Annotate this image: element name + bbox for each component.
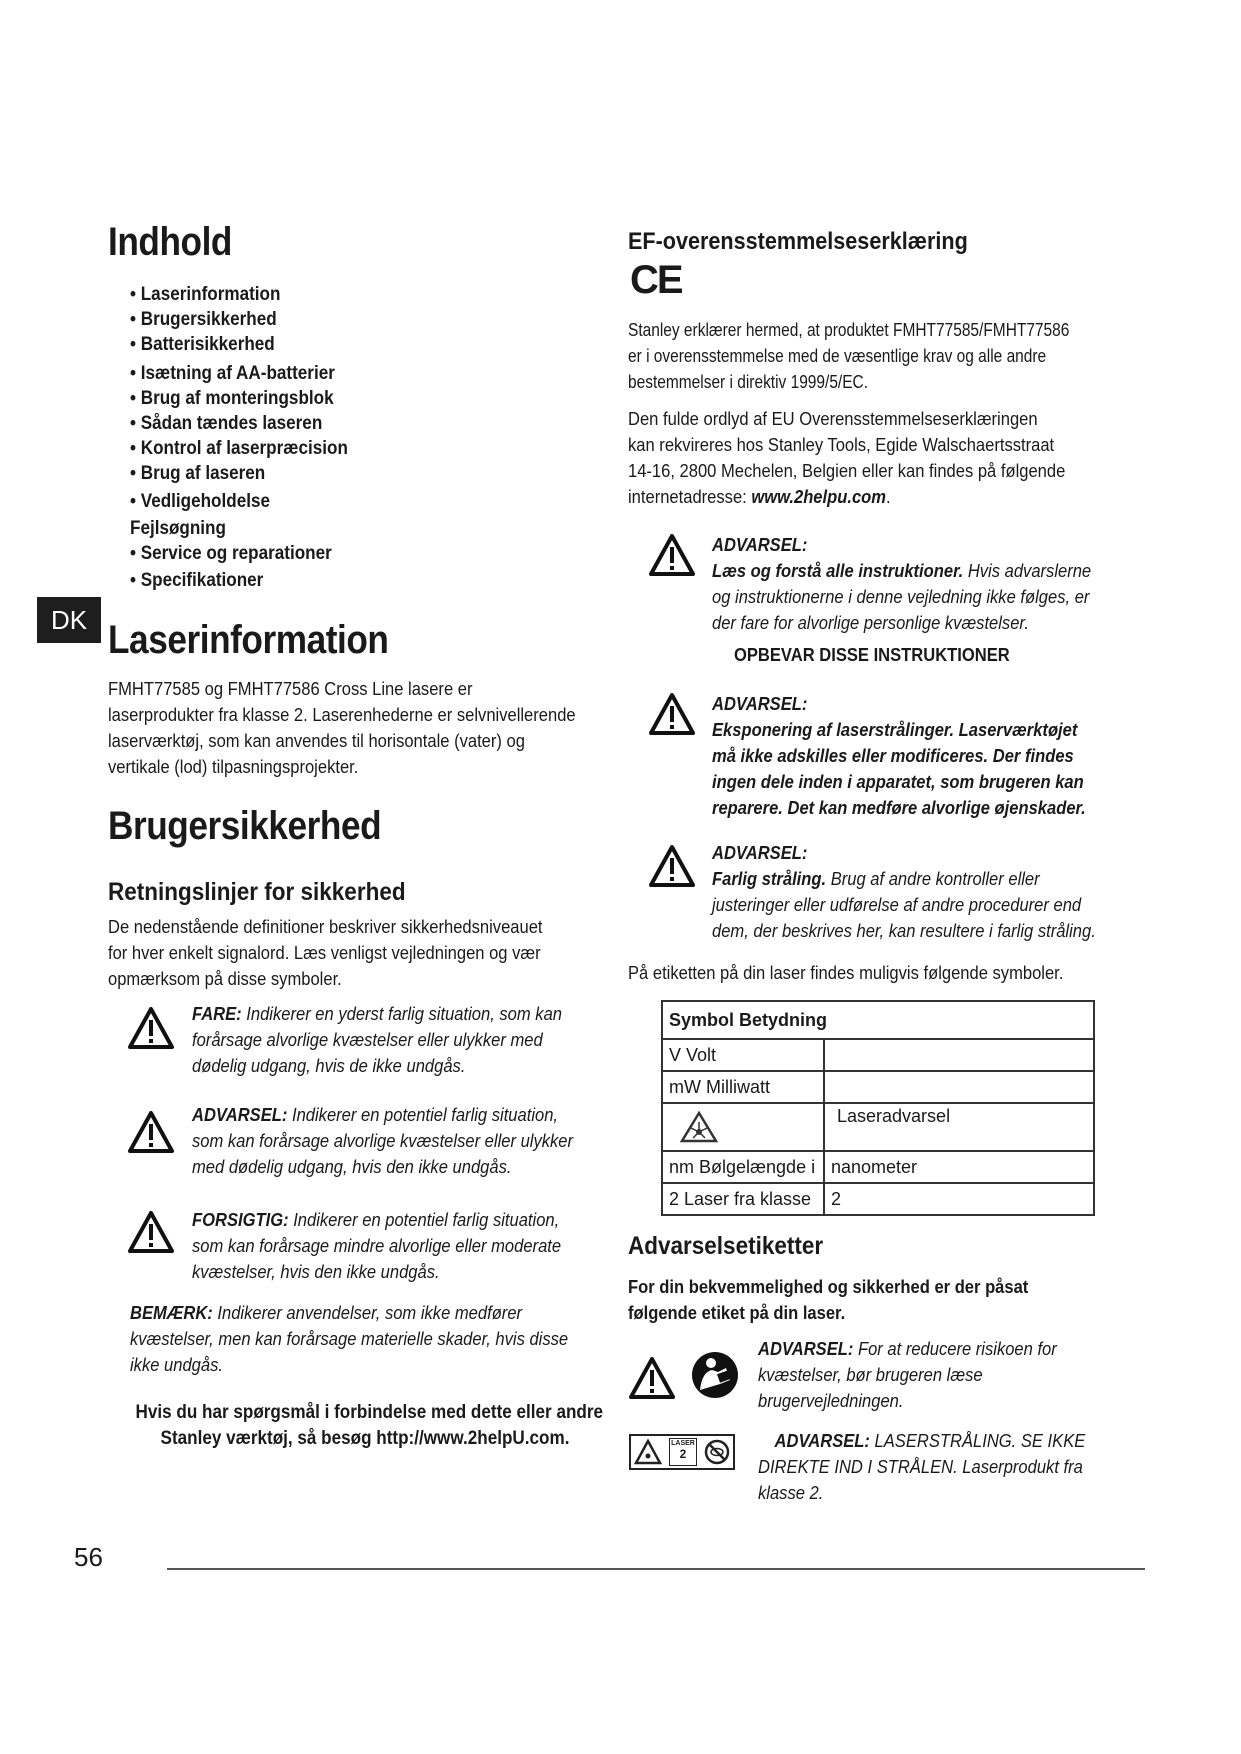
warning-label: ADVARSEL:	[712, 535, 808, 555]
laser-class-number: 2	[679, 1447, 687, 1461]
brugersikkerhed-title: Brugersikkerhed	[108, 804, 382, 848]
indhold-title: Indhold	[108, 220, 232, 264]
toc-item: • Vedligeholdelse	[130, 491, 270, 512]
warning-text: dem, der beskrives her, kan resultere i farlig stråling.	[712, 921, 1096, 941]
warning-label: ADVARSEL:	[712, 694, 808, 714]
paragraph-line: laserværktøj, som kan anvendes til horisontale (vater) og	[108, 731, 525, 751]
warning-text: LASERSTRÅLING. SE IKKE	[869, 1431, 1086, 1451]
table-row	[662, 1183, 1094, 1215]
warning-text-bold: Farlig stråling.	[712, 869, 827, 889]
symbol-table	[661, 1000, 1095, 1216]
advarsel-text: som kan forårsage alvorlige kvæstelser eller ulykker	[192, 1131, 574, 1151]
warning-text-bold: reparere. Det kan medføre alvorlige øjenskader.	[712, 798, 1086, 818]
warning-3-block	[712, 840, 1129, 944]
label-2-block	[758, 1428, 1114, 1506]
table-row	[662, 1151, 1094, 1183]
ce-mark: CE	[630, 258, 682, 302]
warning-text-bold: Eksponering af laserstrålinger. Laserværktøjet	[712, 720, 1078, 740]
table-cell	[824, 1071, 1094, 1103]
bemaerk-text: ikke undgås.	[130, 1355, 223, 1375]
paragraph-line: vertikale (lod) tilpasningsprojekter.	[108, 757, 359, 777]
paragraph-line: kan rekvireres hos Stanley Tools, Egide Walschaertsstraat	[628, 435, 1055, 455]
etiketter-text	[628, 1274, 1063, 1326]
table-header: Symbol Betydning	[662, 1001, 1094, 1039]
bemaerk-block	[130, 1300, 606, 1378]
warning-1-block	[712, 532, 1124, 636]
ef-title: EF-overensstemmelseserklæring	[628, 228, 968, 255]
website-link[interactable]: www.2helpu.com	[751, 487, 887, 507]
warning-text-bold: må ikke adskilles eller modificeres. Der findes	[712, 746, 1074, 766]
laser-class-text: LASER	[671, 1440, 695, 1447]
paragraph-text: internetadresse:	[628, 487, 752, 507]
contact-line: Hvis du har spørgsmål i forbindelse med dette eller andre	[135, 1402, 604, 1423]
warning-triangle-icon	[128, 1006, 174, 1050]
paragraph-text: .	[886, 487, 891, 507]
warning-2-block	[712, 691, 1118, 821]
toc-item: Fejlsøgning	[130, 518, 226, 539]
table-cell: mW Milliwatt	[662, 1071, 824, 1103]
paragraph-line: For din bekvemmelighed og sikkerhed er der påsat	[628, 1277, 1029, 1297]
table-of-contents	[130, 282, 372, 514]
advarselsetiketter-title: Advarselsetiketter	[628, 1232, 824, 1260]
retningslinjer-text	[108, 914, 580, 992]
etiket-intro: På etiketten på din laser findes muligvis følgende symboler.	[628, 963, 1064, 983]
paragraph-line: Stanley erklærer hermed, at produktet FMHT77585/FMHT77586	[628, 320, 1070, 340]
toc-item: • Brug af monteringsblok	[130, 388, 334, 409]
contact-line: Stanley værktøj, så besøg http://www.2helpU.com.	[160, 1428, 570, 1449]
warning-text: justeringer eller udførelse af andre procedurer end	[712, 895, 1082, 915]
laserinformation-title: Laserinformation	[108, 618, 389, 662]
fare-text: dødelig udgang, hvis de ikke undgås.	[192, 1056, 466, 1076]
forsigtig-label: FORSIGTIG:	[192, 1210, 289, 1230]
paragraph-line: følgende etiket på din laser.	[628, 1303, 846, 1323]
fare-text: Indikerer en yderst farlig situation, som kan	[241, 1004, 562, 1024]
warning-text: DIREKTE IND I STRÅLEN. Laserprodukt fra	[758, 1457, 1083, 1477]
warning-label: ADVARSEL:	[774, 1431, 870, 1451]
fare-text: forårsage alvorlige kvæstelser eller ulykker med	[192, 1030, 543, 1050]
warning-text: Hvis advarslerne	[963, 561, 1092, 581]
advarsel-label: ADVARSEL:	[192, 1105, 288, 1125]
toc-item: • Brug af laseren	[130, 463, 266, 484]
paragraph-line: er i overensstemmelse med de væsentlige krav og alle andre	[628, 346, 1047, 366]
warning-label: ADVARSEL:	[758, 1339, 854, 1359]
ef-text	[628, 317, 1141, 395]
do-not-stare-icon	[704, 1439, 730, 1465]
laserinformation-text	[108, 676, 616, 780]
warning-label: ADVARSEL:	[712, 843, 808, 863]
table-cell: 2	[824, 1183, 1094, 1215]
warning-text: kvæstelser, bør brugeren læse	[758, 1365, 983, 1385]
toc-item: • Sådan tændes laseren	[130, 413, 323, 434]
table-row	[662, 1039, 1094, 1071]
laser-warning-icon	[679, 1110, 719, 1144]
toc-item: • Batterisikkerhed	[130, 334, 275, 355]
warning-text: klasse 2.	[758, 1483, 824, 1503]
laser-class-sticker	[629, 1434, 735, 1470]
warning-triangle-icon	[649, 692, 695, 736]
warning-text: der fare for alvorlige personlige kvæstelser.	[712, 613, 1029, 633]
bemaerk-label: BEMÆRK:	[130, 1303, 213, 1323]
warning-text: Brug af andre kontroller eller	[826, 869, 1040, 889]
warning-triangle-icon	[128, 1110, 174, 1154]
warning-triangle-icon	[649, 533, 695, 577]
table-cell: Laseradvarsel	[824, 1103, 1094, 1151]
paragraph-line: Den fulde ordlyd af EU Overensstemmelseserklæringen	[628, 409, 1038, 429]
warning-text: For at reducere risikoen for	[853, 1339, 1057, 1359]
footer-rule	[167, 1568, 1145, 1570]
paragraph-line: for hver enkelt signalord. Læs venligst vejledningen og vær	[108, 943, 541, 963]
table-cell: V Volt	[662, 1039, 824, 1071]
forsigtig-text: Indikerer en potentiel farlig situation,	[288, 1210, 560, 1230]
advarsel-text: Indikerer en potentiel farlig situation,	[287, 1105, 559, 1125]
toc-item: • Service og reparationer	[130, 543, 332, 564]
fare-label: FARE:	[192, 1004, 242, 1024]
retningslinjer-title: Retningslinjer for sikkerhed	[108, 878, 406, 906]
paragraph-line: bestemmelser i direktiv 1999/5/EC.	[628, 372, 869, 392]
toc-item: • Specifikationer	[130, 570, 264, 591]
fare-block	[192, 1001, 594, 1079]
warning-text: og instruktionerne i denne vejledning ikke følges, er	[712, 587, 1090, 607]
laser-class-box	[669, 1438, 697, 1466]
bemaerk-text: kvæstelser, men kan forårsage materielle skader, hvis disse	[130, 1329, 569, 1349]
table-cell	[662, 1103, 824, 1151]
advarsel-text: med dødelig udgang, hvis den ikke undgås.	[192, 1157, 512, 1177]
opbevar-instruktioner: OPBEVAR DISSE INSTRUKTIONER	[734, 645, 1010, 665]
contact-note	[110, 1400, 620, 1452]
paragraph-line: De nedenstående definitioner beskriver sikkerhedsniveauet	[108, 917, 543, 937]
warning-triangle-icon	[649, 844, 695, 888]
table-row	[662, 1071, 1094, 1103]
toc-item: • Brugersikkerhed	[130, 309, 277, 330]
paragraph-line: FMHT77585 og FMHT77586 Cross Line lasere er	[108, 679, 473, 699]
paragraph-line: laserprodukter fra klasse 2. Laserenhederne er selvnivellerende	[108, 705, 576, 725]
toc-item: • Kontrol af laserpræcision	[130, 438, 348, 459]
warning-triangle-icon	[629, 1356, 675, 1400]
forsigtig-block	[192, 1207, 593, 1285]
table-cell: 2 Laser fra klasse	[662, 1183, 824, 1215]
warning-triangle-icon	[128, 1210, 174, 1254]
table-cell: nm Bølgelængde i	[662, 1151, 824, 1183]
page-number: 56	[74, 1542, 103, 1572]
table-cell: nanometer	[824, 1151, 1094, 1183]
table-row	[662, 1103, 1094, 1151]
ordlyd-text	[628, 406, 1103, 510]
warning-text: brugervejledningen.	[758, 1391, 904, 1411]
advarsel-block	[192, 1102, 606, 1180]
read-manual-icon	[690, 1350, 740, 1400]
paragraph-line: 14-16, 2800 Mechelen, Belgien eller kan findes på følgende	[628, 461, 1066, 481]
label-1-block	[758, 1336, 1083, 1414]
forsigtig-text: kvæstelser, hvis den ikke undgås.	[192, 1262, 440, 1282]
toc-item: • Isætning af AA-batterier	[130, 363, 335, 384]
laser-warning-icon	[634, 1439, 662, 1465]
bemaerk-text: Indikerer anvendelser, som ikke medfører	[212, 1303, 523, 1323]
language-tab: DK	[37, 597, 101, 643]
toc-item: • Laserinformation	[130, 284, 281, 305]
warning-text-bold: Læs og forstå alle instruktioner.	[712, 561, 964, 581]
warning-text-bold: ingen dele inden i apparatet, som brugeren kan	[712, 772, 1084, 792]
forsigtig-text: som kan forårsage mindre alvorlige eller moderate	[192, 1236, 562, 1256]
table-cell	[824, 1039, 1094, 1071]
paragraph-line: opmærksom på disse symboler.	[108, 969, 342, 989]
